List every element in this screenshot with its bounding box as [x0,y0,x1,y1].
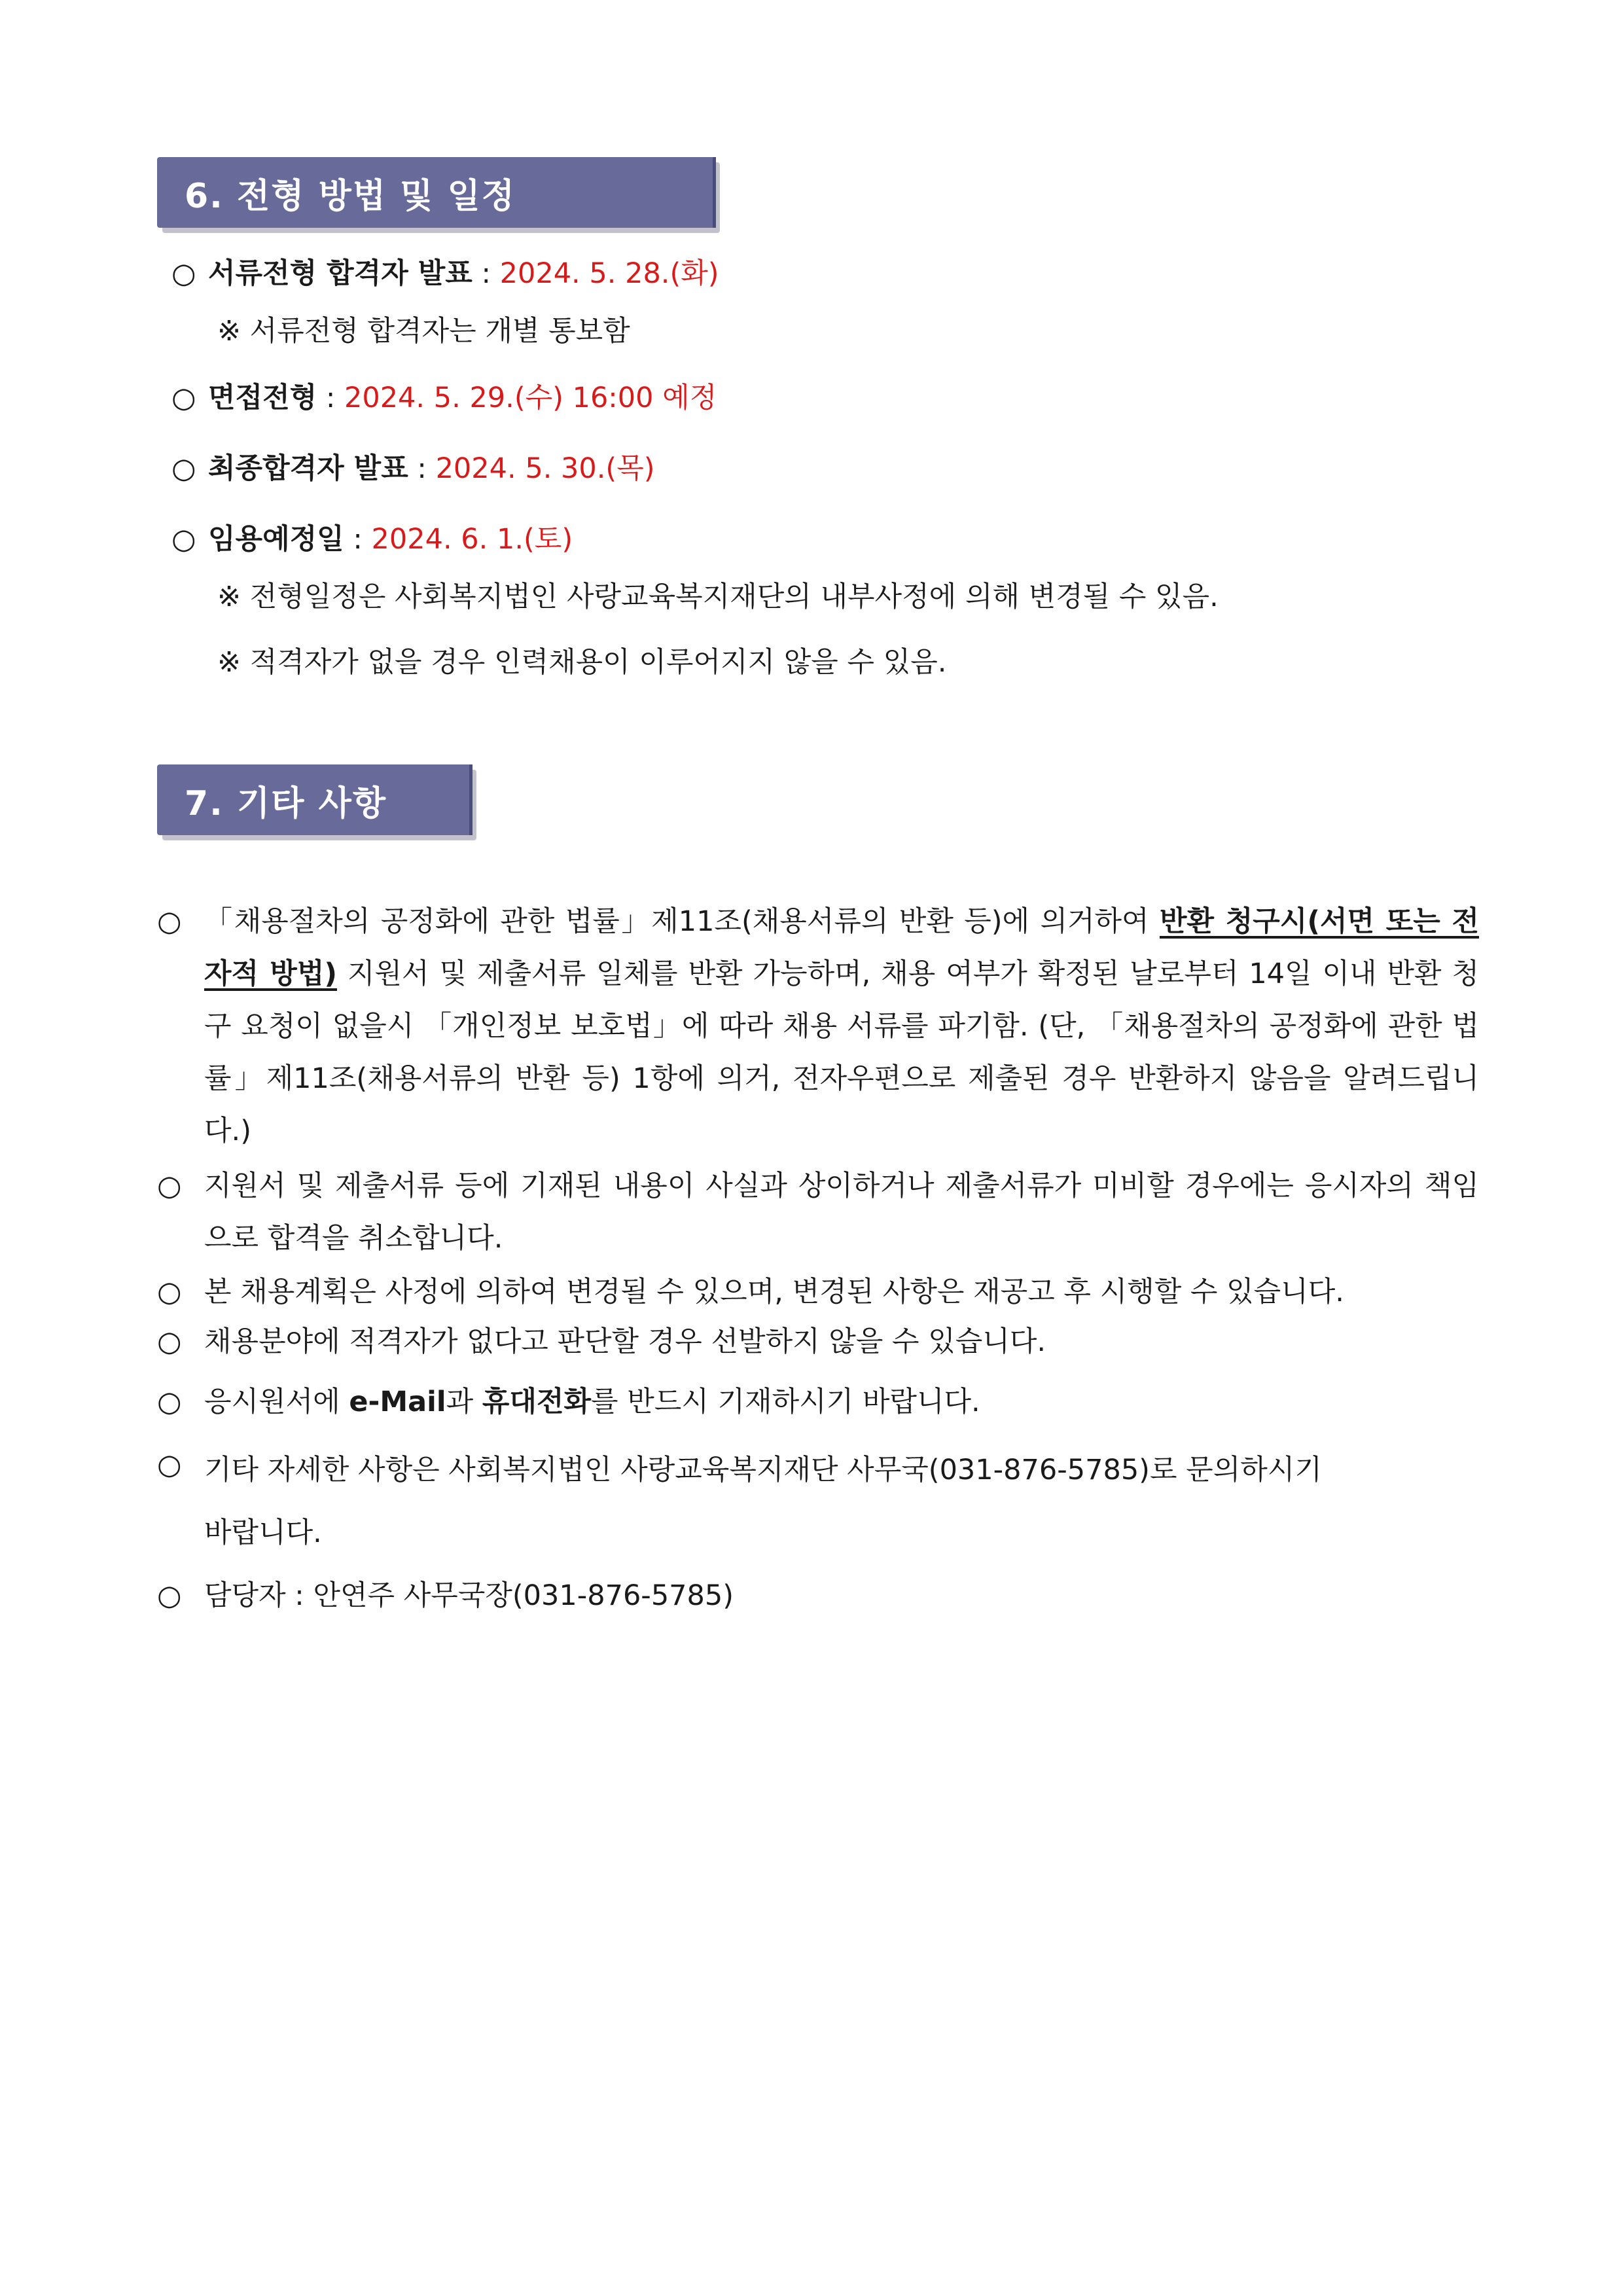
schedule-note [217,313,630,350]
schedule-sep: : [472,257,500,290]
schedule-item-document-result [171,255,719,292]
schedule-date: 2024. 5. 30.(목) [435,452,655,485]
schedule-label: 면접전형 [208,382,317,414]
misc-text-part: 를 반드시 기재하시기 바랍니다. [591,1386,980,1418]
schedule-sep: : [344,523,372,556]
misc-text-part: 지원서 및 제출서류 일체를 반환 가능하며, 채용 여부가 확정된 날로부터 14일 이내 반환 청구 요청이 없을시 「개인정보 보호법」에 따라 채용 서류를 파기함. (단, 「채용절차의 공정화에 관한 법률」제11조(채용서류의 반환 등) 1항에 의거, 전자우편으로 제출된 경우 반환하지 않음을 알려드립니다.) [204,958,1480,1147]
circle-bullet-icon: ○ [171,452,196,485]
section-6-header [157,157,715,228]
misc-text-part: 과 [446,1386,482,1418]
circle-bullet-icon: ○ [171,257,196,290]
note-text: ※ 전형일정은 사회복지법인 사랑교육복지재단의 내부사정에 의해 변경될 수 있음. [217,581,1219,613]
misc-item-inquiry [157,1439,1479,1564]
note-text: ※ 서류전형 합격자는 개별 통보함 [217,315,630,348]
circle-bullet-icon: ○ [157,1325,182,1358]
circle-bullet-icon: ○ [171,523,196,556]
misc-item-contact-info [157,1376,1479,1428]
schedule-date: 2024. 5. 28.(화) [499,257,719,290]
misc-item-no-candidate [157,1316,1479,1368]
section-7-header [157,764,471,835]
schedule-sep: : [317,382,344,414]
schedule-note [217,644,946,681]
circle-bullet-icon: ○ [157,1170,182,1202]
section-6-title: 6. 전형 방법 및 일정 [185,176,516,216]
note-text: ※ 적격자가 없을 경우 인력채용이 이루어지지 않을 수 있음. [217,646,947,679]
schedule-item-interview [171,380,717,416]
misc-text-part: 「채용절차의 공정화에 관한 법률」제11조(채용서류의 반환 등)에 의거하여 [204,905,1160,938]
misc-item-false-info [157,1160,1479,1265]
misc-text-part: 바랍니다. [204,1516,322,1549]
misc-item-text [204,1376,1479,1428]
misc-item-text: 담당자 : 안연주 사무국장(031-876-5785) [204,1579,734,1612]
misc-text-emphasis: e-Mail [349,1386,446,1418]
schedule-sep: : [408,452,436,485]
misc-item-text [204,1439,1479,1564]
misc-item-text [204,895,1479,1157]
schedule-label: 최종합격자 발표 [208,452,408,485]
circle-bullet-icon: ○ [157,1276,182,1308]
misc-item-text: 지원서 및 제출서류 등에 기재된 내용이 사실과 상이하거나 제출서류가 미비할 경우에는 응시자의 책임으로 합격을 취소합니다. [204,1170,1479,1255]
schedule-item-appointment [171,521,573,558]
misc-text-emphasis: 휴대전화 [482,1386,592,1418]
misc-item-person-in-charge [157,1570,1479,1622]
schedule-label: 임용예정일 [208,523,344,556]
circle-bullet-icon: ○ [157,1386,182,1418]
schedule-label: 서류전형 합격자 발표 [208,257,473,290]
schedule-date: 2024. 5. 29.(수) 16:00 예정 [344,382,717,414]
misc-text-emphasis: 반환 청구시(서면 또는 전자적 방법) [204,905,1479,990]
misc-text-part: 응시원서에 [204,1386,349,1418]
circle-bullet-icon: ○ [157,1448,182,1481]
misc-item-text: 본 채용계획은 사정에 의하여 변경될 수 있으며, 변경된 사항은 재공고 후 시행할 수 있습니다. [204,1276,1344,1308]
circle-bullet-icon: ○ [157,905,182,938]
misc-item-plan-change [157,1266,1479,1318]
misc-text-part: 기타 자세한 사항은 사회복지법인 사랑교육복지재단 사무국(031-876-5785)로 문의하시기 [204,1454,1322,1486]
circle-bullet-icon: ○ [171,382,196,414]
misc-item-document-return [157,895,1479,1157]
section-7-title: 7. 기타 사항 [185,783,387,823]
schedule-item-final-result [171,450,655,487]
circle-bullet-icon: ○ [157,1579,182,1612]
schedule-note [217,579,1219,615]
schedule-date: 2024. 6. 1.(토) [371,523,573,556]
misc-item-text: 채용분야에 적격자가 없다고 판단할 경우 선발하지 않을 수 있습니다. [204,1325,1046,1358]
